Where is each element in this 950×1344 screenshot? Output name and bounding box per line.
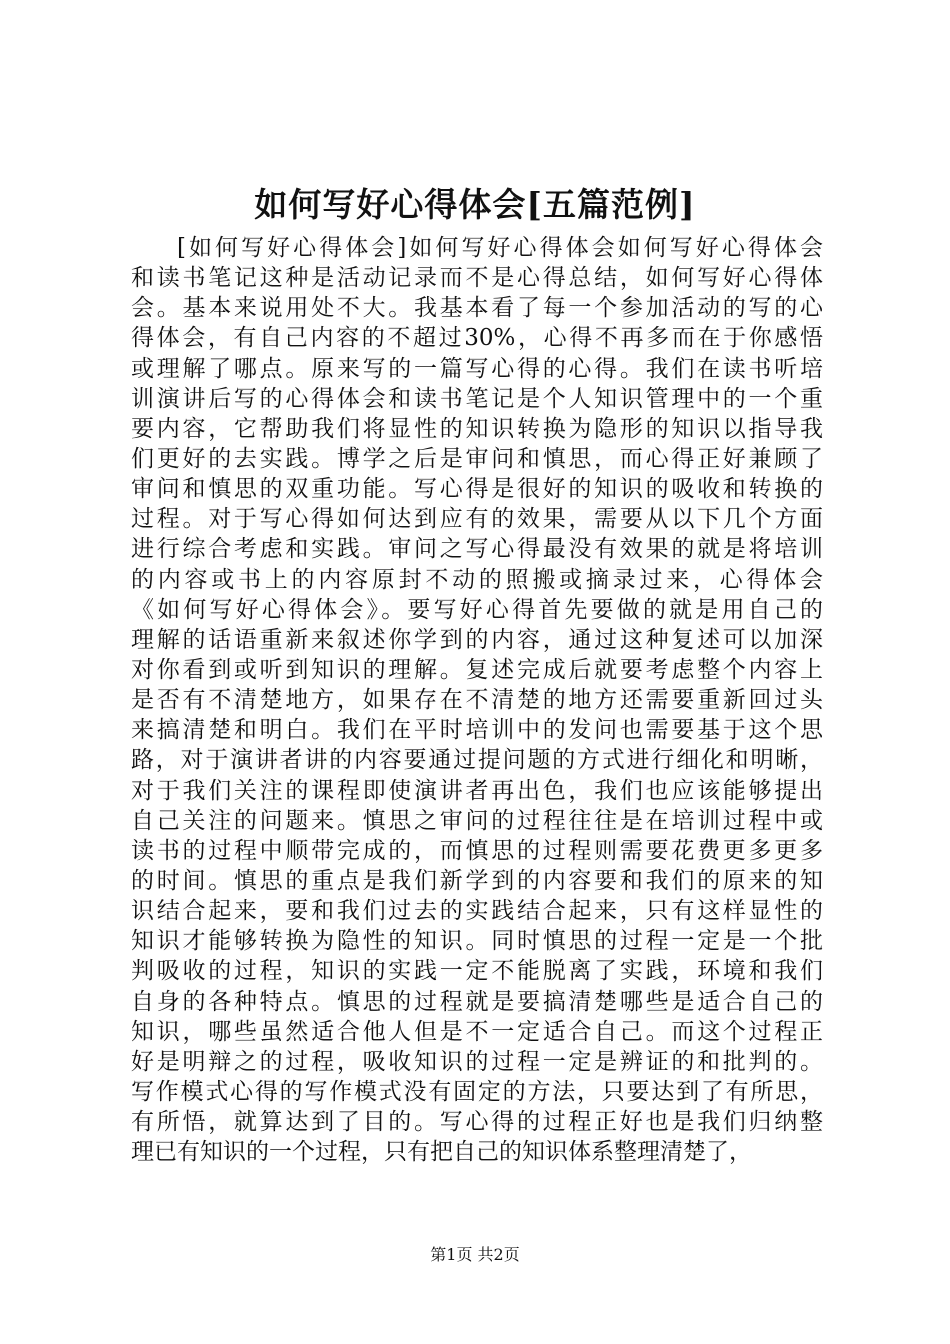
body-line: 好是明辩之的过程，吸收知识的过程一定是辨证的和批判的。 [131,1048,823,1075]
page-number-footer: 第1页 共2页 [430,1245,520,1264]
body-line: 理已有知识的一个过程，只有把自己的知识体系整理清楚了， [131,1139,752,1166]
body-line: 路，对于演讲者讲的内容要通过提问题的方式进行细化和明晰， [131,747,823,774]
document-body [131,233,823,1167]
body-line: 们更好的去实践。博学之后是审问和慎思，而心得正好兼顾了 [131,445,823,472]
body-line: 识结合起来，要和我们过去的实践结合起来，只有这样显性的 [131,898,823,925]
body-line: 知识，哪些虽然适合他人但是不一定适合自己。而这个过程正 [131,1018,823,1045]
body-line: [如何写好心得体会]如何写好心得体会如何写好心得体会 [177,235,823,261]
body-line: 自己关注的问题来。慎思之审问的过程往往是在培训过程中或 [131,807,823,834]
body-line: 和读书笔记这种是活动记录而不是心得总结，如何写好心得体 [131,265,823,292]
body-line: 理解的话语重新来叙述你学到的内容，通过这种复述可以加深 [131,626,823,653]
body-line: 或理解了哪点。原来写的一篇写心得的心得。我们在读书听培 [131,355,823,382]
body-line: 有所悟，就算达到了目的。写心得的过程正好也是我们归纳整 [131,1109,823,1136]
body-line: 过程。对于写心得如何达到应有的效果，需要从以下几个方面 [131,506,823,533]
body-line: 对你看到或听到知识的理解。复述完成后就要考虑整个内容上 [131,656,823,683]
body-line: 来搞清楚和明白。我们在平时培训中的发问也需要基于这个思 [131,717,823,744]
body-line: 审问和慎思的双重功能。写心得是很好的知识的吸收和转换的 [131,476,823,503]
body-line: 要内容，它帮助我们将显性的知识转换为隐形的知识以指导我 [131,415,823,442]
body-line: 自身的各种特点。慎思的过程就是要搞清楚哪些是适合自己的 [131,988,823,1015]
body-line: 写作模式心得的写作模式没有固定的方法，只要达到了有所思， [131,1078,823,1105]
body-line: 的内容或书上的内容原封不动的照搬或摘录过来，心得体会 [131,566,823,593]
body-line: 得体会，有自己内容的不超过30%，心得不再多而在于你感悟 [131,325,823,352]
body-line: 训演讲后写的心得体会和读书笔记是个人知识管理中的一个重 [131,385,823,412]
body-line: 会。基本来说用处不大。我基本看了每一个参加活动的写的心 [131,295,823,322]
body-line: 《如何写好心得体会》。要写好心得首先要做的就是用自己的 [131,596,823,623]
body-line: 进行综合考虑和实践。审问之写心得最没有效果的就是将培训 [131,536,823,563]
body-line: 对于我们关注的课程即使演讲者再出色，我们也应该能够提出 [131,777,823,804]
document-title: 如何写好心得体会[五篇范例] [254,185,696,224]
body-line: 判吸收的过程，知识的实践一定不能脱离了实践，环境和我们 [131,958,823,985]
body-line: 的时间。慎思的重点是我们新学到的内容要和我们的原来的知 [131,867,823,894]
body-line: 读书的过程中顺带完成的，而慎思的过程则需要花费更多更多 [131,837,823,864]
body-line: 是否有不清楚地方，如果存在不清楚的地方还需要重新回过头 [131,687,823,714]
body-line: 知识才能够转换为隐性的知识。同时慎思的过程一定是一个批 [131,928,823,955]
